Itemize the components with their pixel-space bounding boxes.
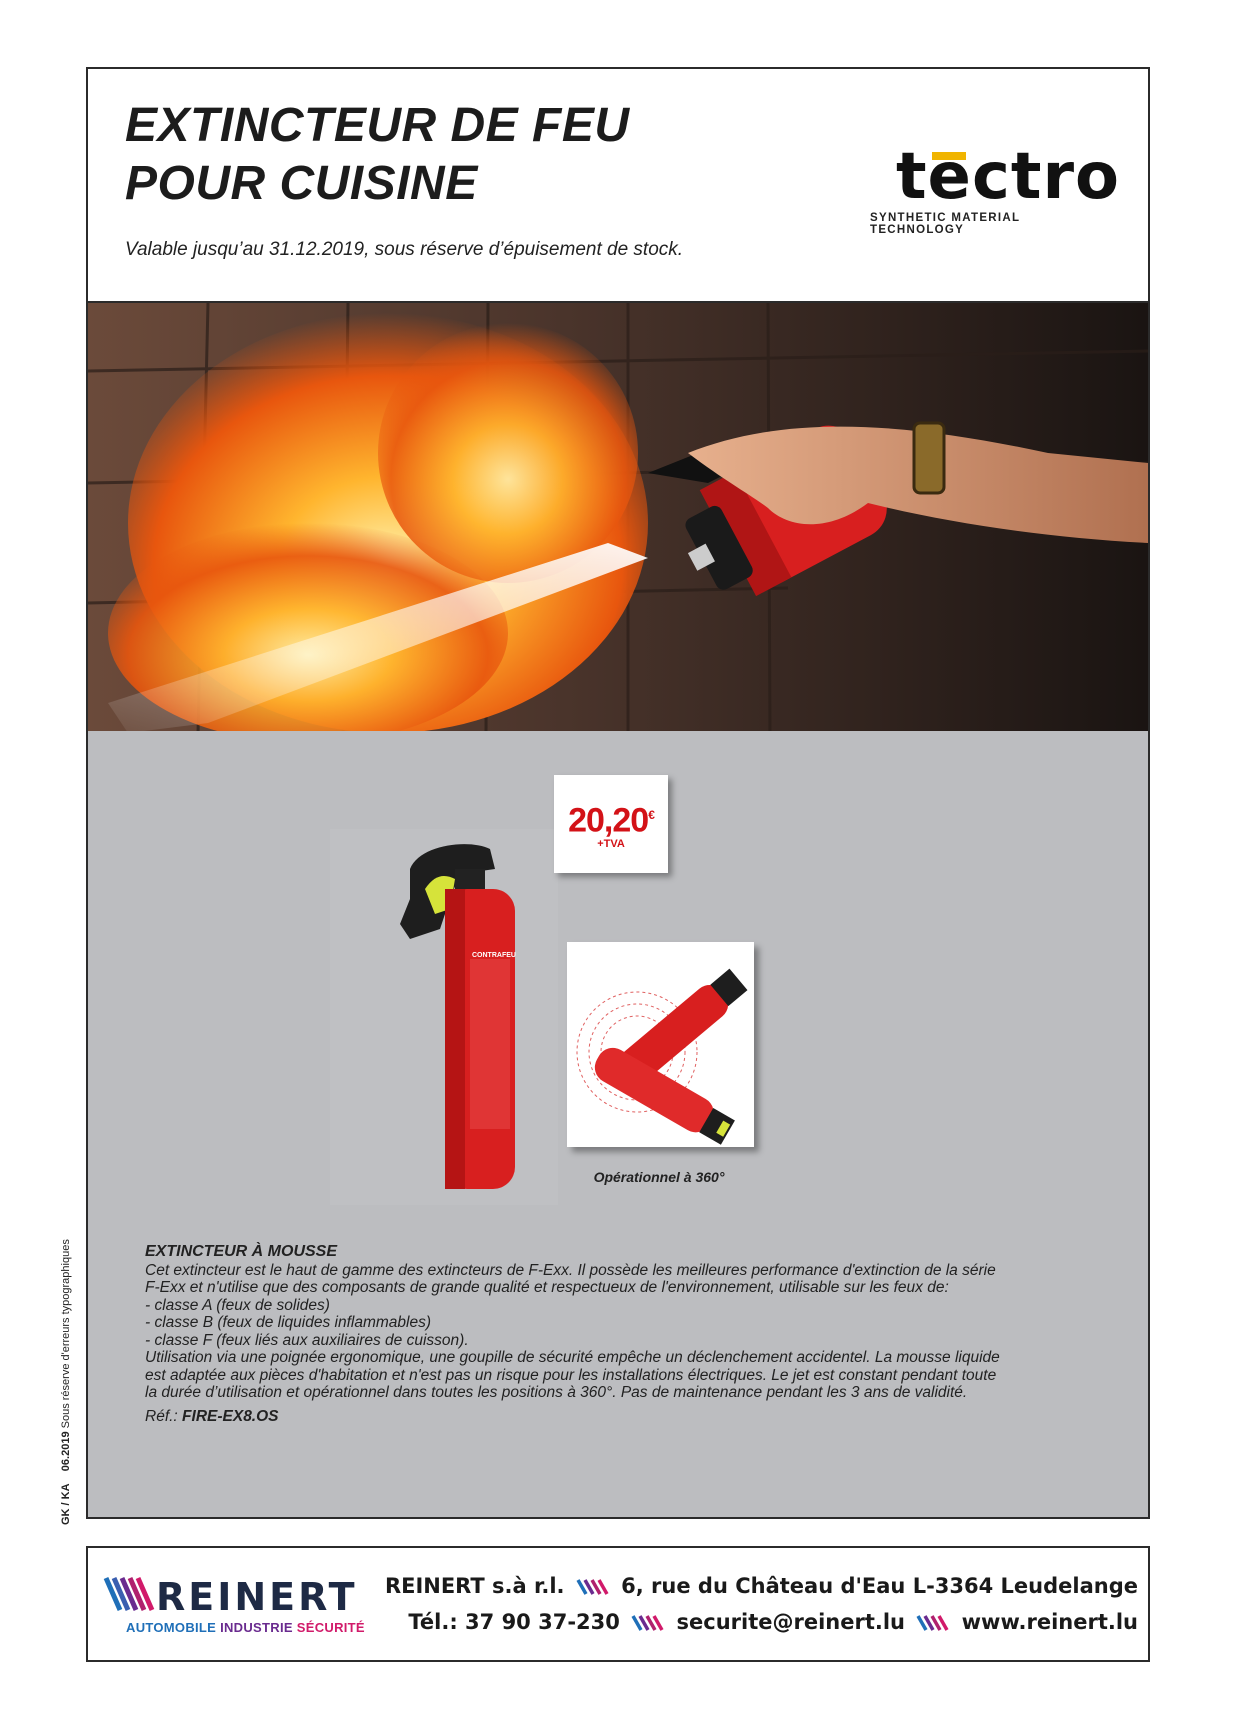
description-line-2: F-Exx et n'utilise que des composants de grande qualité et respectueux de l'environnement, utilisable sur les feux de: bbox=[145, 1279, 949, 1296]
reference-value: FIRE-EX8.OS bbox=[182, 1407, 279, 1425]
header bbox=[88, 69, 1148, 301]
side-note-date: 06.2019 bbox=[60, 1431, 72, 1472]
validity-note: Valable jusqu’au 31.12.2019, sous réserve d’épuisement de stock. bbox=[125, 239, 684, 260]
description-line-5: - classe F (feux liés aux auxiliaires de cuisson). bbox=[145, 1331, 469, 1349]
product-panel bbox=[88, 731, 1148, 1517]
tectro-tagline: SYNTHETIC MATERIAL TECHNOLOGY bbox=[870, 212, 1021, 236]
stripes-icon bbox=[631, 1615, 665, 1631]
company-phone: Tél.: 37 90 37-230 bbox=[408, 1610, 620, 1634]
tag-industrie: INDUSTRIE bbox=[220, 1620, 293, 1635]
company-name: REINERT s.à r.l. bbox=[384, 1574, 565, 1598]
company-email[interactable]: securite@reinert.lu bbox=[676, 1610, 906, 1634]
description-line-4: - classe B (feux de liquides inflammables) bbox=[145, 1314, 432, 1331]
contact-block bbox=[385, 1568, 1138, 1640]
stripes-icon bbox=[576, 1579, 610, 1595]
price-value-wrap bbox=[554, 797, 668, 838]
can-brand-label: CONTRAFEU bbox=[472, 952, 516, 959]
company-address: 6, rue du Château d'Eau L-3364 Leudelange bbox=[621, 1574, 1138, 1598]
stripes-icon bbox=[916, 1615, 950, 1631]
company-website[interactable]: www.reinert.lu bbox=[961, 1610, 1138, 1634]
price-value: 20,20 bbox=[568, 801, 649, 840]
product-description bbox=[145, 1243, 1105, 1425]
side-note bbox=[60, 1239, 72, 1525]
360-rotation-icon bbox=[567, 942, 754, 1147]
reference-label: Réf.: bbox=[145, 1407, 178, 1425]
rotation-caption: Opérationnel à 360° bbox=[593, 1169, 725, 1185]
kitchen-fire-illustration bbox=[88, 303, 1148, 733]
price-tag bbox=[554, 775, 668, 873]
price-currency: € bbox=[648, 808, 654, 822]
reinert-tagline bbox=[126, 1620, 365, 1635]
description-line-3: - classe A (feux de solides) bbox=[145, 1296, 330, 1314]
extinguisher-product-image bbox=[330, 829, 558, 1205]
rotation-illustration bbox=[567, 942, 754, 1147]
side-note-code: GK / KA bbox=[60, 1483, 72, 1525]
contact-line-2 bbox=[385, 1604, 1138, 1640]
reinert-logo-text: REINERT bbox=[156, 1575, 358, 1619]
tag-securite: SÉCURITÉ bbox=[296, 1620, 365, 1635]
description-title: EXTINCTEUR À MOUSSE bbox=[145, 1243, 338, 1260]
tag-automobile: AUTOMOBILE bbox=[126, 1620, 217, 1635]
tectro-logo bbox=[870, 140, 1120, 236]
price-tax-note: +TVA bbox=[597, 838, 625, 851]
reinert-wordmark-graphic bbox=[100, 1570, 400, 1620]
description-line-7: est adaptée aux pièces d'habitation et n'est pas un risque pour les installations électriques. Le jet est constant pendant toute bbox=[145, 1366, 997, 1384]
description-line-1: Cet extincteur est le haut de gamme des extincteurs de F-Exx. Il possède les meilleures performance d'extinction de la série bbox=[145, 1261, 996, 1279]
side-note-text: Sous réserve d'erreurs typographiques bbox=[60, 1239, 72, 1429]
tectro-wordmark: tectro bbox=[895, 140, 1120, 214]
description-line-8: la durée d’utilisation et opérationnel dans toutes les positions à 360°. Pas de maintenance pendant les 3 ans de validité. bbox=[145, 1384, 968, 1401]
title-line-2: POUR CUISINE bbox=[125, 157, 478, 210]
extinguisher-illustration bbox=[330, 829, 558, 1205]
page-title bbox=[125, 97, 630, 213]
reinert-logo bbox=[100, 1570, 400, 1650]
footer bbox=[86, 1546, 1150, 1662]
description-line-6: Utilisation via une poignée ergonomique, une goupille de sécurité empêche un déclenchement accidentel. La mousse liquide bbox=[145, 1349, 1000, 1366]
contact-line-1 bbox=[385, 1568, 1138, 1604]
flyer-frame bbox=[86, 67, 1150, 1519]
reference bbox=[145, 1408, 1105, 1426]
hero-photo-fire bbox=[88, 301, 1148, 733]
title-line-1: EXTINCTEUR DE FEU bbox=[125, 99, 630, 152]
